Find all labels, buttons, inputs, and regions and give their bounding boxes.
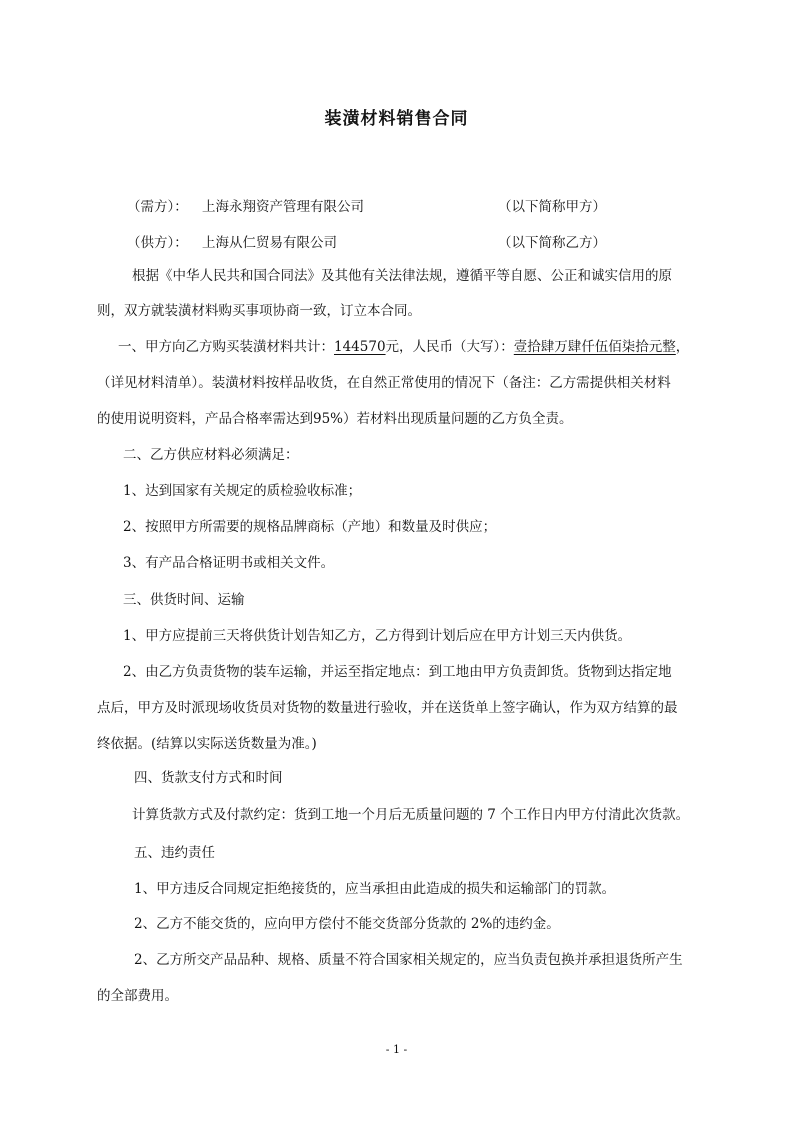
clause-1-comma: ，: [675, 339, 690, 355]
supplier-role: （供方）：: [127, 235, 188, 251]
clause-4-text: 计算货款方式及付款约定：货到工地一个月后无质量问题的 7 个工作日内甲方付清此次货款。: [132, 807, 690, 823]
clause-1-line-3: 的使用说明资料，产品合格率需达到95%）若材料出现质量问题的乙方负全责。: [97, 411, 573, 427]
clause-2-item-1: 1、达到国家有关规定的质检验收标准；: [123, 483, 362, 499]
clause-3-heading: 三、供货时间、运输: [123, 592, 245, 608]
document-title: 装潢材料销售合同: [324, 109, 469, 129]
clause-5-heading: 五、违约责任: [134, 845, 215, 861]
clause-5-item-3-line-1: 2、乙方所交产品品种、规格、质量不符合国家相关规定的，应当负责包换并承担退货所产生: [134, 952, 683, 968]
clause-1-line-2: （详见材料清单）。装潢材料按样品收货，在自然正常使用的情况下（备注：乙方需提供相关材料: [97, 375, 671, 391]
supplier-name: 上海从仁贸易有限公司: [202, 235, 337, 251]
buyer-alias: （以下简称甲方）: [498, 199, 606, 215]
buyer-role: （需方）：: [127, 199, 188, 215]
clause-2-item-3: 3、有产品合格证明书或相关文件。: [123, 555, 335, 571]
clause-1-mid: 元，人民币（大写）：: [385, 339, 514, 355]
clause-2-item-2: 2、按照甲方所需要的规格品牌商标（产地）和数量及时供应；: [123, 519, 497, 535]
clause-4-heading: 四、货款支付方式和时间: [134, 770, 283, 786]
buyer-name: 上海永翔资产管理有限公司: [202, 199, 364, 215]
page-number: - 1 -: [385, 1043, 408, 1056]
supplier-alias: （以下简称乙方）: [498, 235, 606, 251]
clause-2-heading: 二、乙方供应材料必须满足：: [123, 447, 299, 463]
clause-3-item-1: 1、甲方应提前三天将供货计划告知乙方，乙方得到计划后应在甲方计划三天内供货。: [123, 628, 632, 644]
contract-amount-words: 壹拾肆万肆仟伍佰柒拾元整: [513, 339, 676, 355]
clause-5-item-1: 1、甲方违反合同规定拒绝接货的，应当承担由此造成的损失和运输部门的罚款。: [134, 881, 616, 897]
clause-1-prefix: 一、甲方向乙方购买装潢材料共计：: [118, 339, 334, 355]
clause-5-item-3-line-2: 的全部费用。: [97, 988, 178, 1004]
buyer-row: [0, 195, 793, 215]
supplier-row: [0, 231, 793, 251]
clause-1-line-1: [118, 337, 689, 357]
clause-3-item-2-line-1: 2、由乙方负责货物的装车运输，并运至指定地点：到工地由甲方负责卸货。货物到达指定地: [123, 664, 672, 680]
preamble-line-1: 根据《中华人民共和国合同法》及其他有关法律法规，遵循平等自愿、公正和诚实信用的原: [132, 268, 672, 284]
clause-5-item-2: 2、乙方不能交货的，应向甲方偿付不能交货部分货款的 2%的违约金。: [134, 916, 560, 932]
clause-3-item-2-line-2: 点后，甲方及时派现场收货员对货物的数量进行验收，并在送货单上签字确认，作为双方结算的最: [97, 700, 678, 716]
contract-amount: 144570: [334, 339, 386, 355]
preamble-line-2: 则，双方就装潢材料购买事项协商一致，订立本合同。: [97, 303, 421, 319]
clause-3-item-2-line-3: 终依据。(结算以实际送货数量为准。): [97, 736, 317, 752]
